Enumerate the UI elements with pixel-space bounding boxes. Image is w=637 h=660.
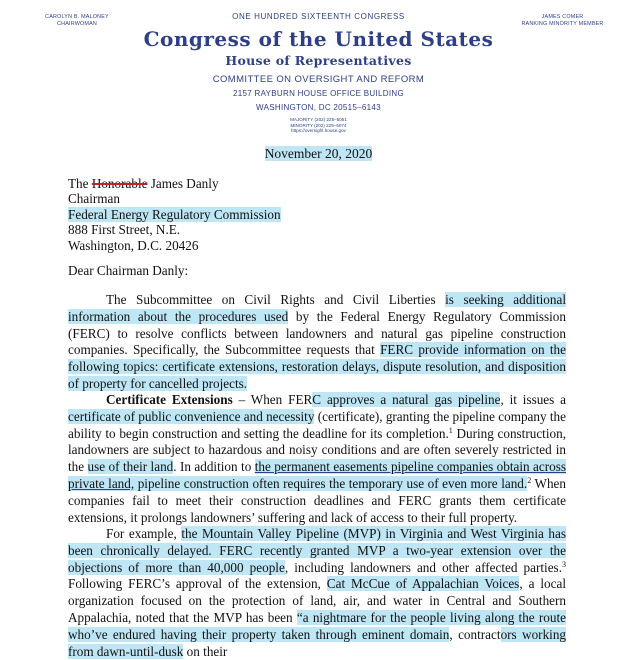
address-building: 2157 RAYBURN HOUSE OFFICE BUILDING [233,89,404,98]
p2-highlight-easements: the permanent easements pipeline companies obtain across private land, [68,459,567,491]
p2-highlight-approves: C approves a natural gas pipeline [312,392,501,407]
letter-date [0,146,637,162]
salutation: Dear Chairman Danly: [68,263,189,278]
date-text: November 20, 2020 [264,146,373,161]
paragraph-mvp-example [68,526,566,660]
p2-highlight-certificate: certificate of public convenience and necessity [68,408,315,424]
footnote-ref-1: 1 [448,425,453,435]
address-city: WASHINGTON, DC 20515–6143 [256,103,381,112]
p2-text-f: During construction, landowners are subject to hazardous and noisy conditions and are often severely restricted in the [68,425,566,475]
letterhead-title: Congress of the United States [143,27,494,51]
website-link[interactable]: https://oversight.house.gov [291,128,346,134]
p3-text-j: on their [183,643,228,659]
p1-text-c: by the Federal Energy Regulatory Commission (FERC) to resolve conflicts between landowners and natural gas pipeline construction companies. Specifically, the Subcommittee requests that [68,308,566,358]
chair-name: CAROLYN B. MALONEY [45,14,109,20]
recipient-title: Chairman [68,191,121,207]
footnote-ref-3: 3 [562,559,566,569]
minority-phone: MINORITY (202) 225–5074 [290,122,347,128]
p2-highlight-use-of-land: use of their land [87,459,174,475]
p1-text-a: The Subcommittee on Civil Rights and Civil Liberties [106,292,446,307]
p2-text-h: . In addition to [173,459,255,475]
p3-highlight-mvp-delays: the Mountain Valley Pipeline (MVP) in Virginia and West Virginia has been chronically delayed. FERC recently granted MVP a two-year extension over the objections of more than 40,000 people [68,526,566,575]
ranking-title: RANKING MINORITY MEMBER [521,21,604,27]
p3-text-d: Following FERC’s approval of the extension, [68,576,327,592]
p3-text-a: For example, [106,526,182,541]
recipient-name: James Danly [150,176,219,191]
contact-block [0,117,637,134]
committee-name: COMMITTEE ON OVERSIGHT AND REFORM [212,74,425,85]
recipient-honorific: Honorable [91,176,148,191]
p1-highlight-procedures: is seeking additional information about the procedures used [68,292,566,324]
p2-highlight-temporary-use: pipeline construction often requires the temporary use of even more land. [134,475,528,491]
p2-text-a: – When FER [232,392,313,407]
recipient-prefix: The [68,176,89,191]
p2-text-e: (certificate), granting the pipeline company the ability to begin construction and setting the deadline for its completion. [68,408,567,441]
recipient-org: Federal Energy Regulatory Commission [68,206,281,222]
recipient-street: 888 First Street, N.E. [68,222,181,238]
footnote-ref-2: 2 [527,475,532,485]
p3-text-c: , including landowners and other affected parties. [284,559,562,575]
p2-heading: Certificate Extensions [106,392,233,407]
paragraph-certificate-extensions [68,392,566,526]
p3-highlight-nightmare-quote: “a nightmare for the people living along the route who’ve endured having their property taken through eminent domain [68,609,566,642]
chair-title: CHAIRWOMAN [57,21,97,27]
p3-text-h: , contract [449,626,501,642]
p2-text-c: , it issues a [500,392,566,407]
letterhead-subtitle: House of Representatives [225,53,412,68]
recipient-city: Washington, D.C. 20426 [68,237,199,253]
congress-line: ONE HUNDRED SIXTEENTH CONGRESS [232,12,405,21]
p2-text-k: When companies fail to meet their construction deadlines and FERC grants them certificate extensions, it prolongs landowners’ suffering and lack of access to their full property. [68,475,566,525]
majority-phone: MAJORITY (202) 225–5051 [290,117,347,122]
p3-highlight-cat-mccue: Cat McCue of Appalachian Voices [326,576,520,592]
recipient-name-line [68,176,281,191]
p3-highlight-dawn-until-dusk: ors working from dawn-until-dusk [68,626,567,659]
p1-highlight-topics: FERC provide information on the following topics: certificate extensions, restoration delays, dispute resolution, and disposition of property for cancelled projects. [68,342,566,391]
ranking-name: JAMES COMER [541,14,584,20]
recipient-address [68,176,281,253]
p3-text-f: , a local organization focused on the protection of land, air, and water in Central and Southern Appalachia, noted that the MVP has been [68,576,567,625]
paragraph-intro [68,292,566,393]
recipient-org-line [68,207,281,222]
